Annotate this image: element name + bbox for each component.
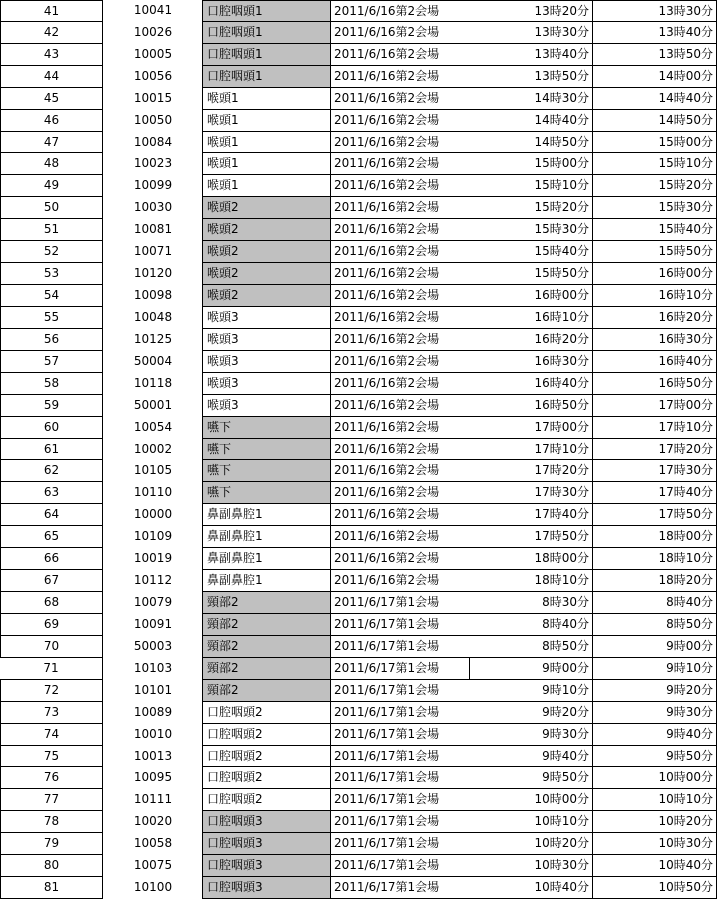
start-time-cell: 10時00分	[470, 789, 593, 811]
end-time-cell: 17時40分	[593, 482, 717, 504]
session-name-cell: 喉頭2	[202, 219, 331, 241]
date-venue-cell: 2011/6/17第1会場	[331, 767, 593, 789]
date-venue-cell: 2011/6/16第2会場	[331, 570, 593, 592]
date-venue-cell: 2011/6/17第1会場	[331, 877, 593, 899]
table-row	[0, 132, 717, 154]
end-time-cell: 18時20分	[593, 570, 717, 592]
date-venue-cell: 2011/6/16第2会場	[331, 351, 593, 373]
date-venue-cell: 2011/6/16第2会場	[331, 175, 593, 197]
date-venue-cell: 2011/6/16第2会場	[331, 66, 593, 88]
table-row	[0, 877, 717, 899]
date-venue-cell: 2011/6/17第1会場	[331, 658, 593, 680]
end-time-cell: 9時00分	[593, 636, 717, 658]
row-number-cell: 52	[0, 241, 103, 263]
start-time-cell: 13時20分	[470, 0, 593, 22]
date-venue-cell: 2011/6/16第2会場	[331, 197, 593, 219]
date-venue-cell: 2011/6/17第1会場	[331, 724, 593, 746]
date-venue-cell: 2011/6/16第2会場	[331, 460, 593, 482]
start-time-cell: 15時50分	[470, 263, 593, 285]
row-number-cell: 58	[0, 373, 103, 395]
entry-id-cell: 10109	[133, 529, 173, 544]
end-time-cell: 8時40分	[593, 592, 717, 614]
table-row	[0, 153, 717, 175]
start-time-cell: 13時50分	[470, 66, 593, 88]
session-name-cell: 喉頭1	[202, 153, 331, 175]
session-name-cell: 頸部2	[202, 636, 331, 658]
row-number-cell: 42	[0, 22, 103, 44]
session-name-cell: 喉頭3	[202, 373, 331, 395]
end-time-cell: 15時40分	[593, 219, 717, 241]
session-name-cell: 喉頭1	[202, 88, 331, 110]
start-time-cell: 9時40分	[470, 746, 593, 768]
date-venue-cell: 2011/6/16第2会場	[331, 241, 593, 263]
entry-id-cell: 10091	[133, 616, 173, 631]
row-number-cell: 63	[0, 482, 103, 504]
start-time-cell: 17時10分	[470, 439, 593, 461]
row-number-cell: 73	[0, 702, 103, 724]
entry-id-cell: 10015	[133, 90, 173, 105]
table-row	[0, 504, 717, 526]
entry-id-cell: 10112	[133, 573, 173, 588]
entry-id-cell: 10098	[133, 288, 173, 303]
start-time-cell: 16時50分	[470, 395, 593, 417]
entry-id-cell: 10056	[133, 68, 173, 83]
start-time-cell: 14時50分	[470, 132, 593, 154]
row-number-cell: 44	[0, 66, 103, 88]
row-number-cell: 72	[0, 680, 103, 702]
date-venue-cell: 2011/6/17第1会場	[331, 636, 593, 658]
row-number-cell: 48	[0, 153, 103, 175]
entry-id-cell: 50004	[133, 353, 173, 368]
end-time-cell: 16時00分	[593, 263, 717, 285]
table-row	[0, 219, 717, 241]
date-venue-cell: 2011/6/16第2会場	[331, 285, 593, 307]
date-venue-cell: 2011/6/16第2会場	[331, 132, 593, 154]
table-row	[0, 88, 717, 110]
entry-id-cell: 10054	[133, 419, 173, 434]
start-time-cell: 17時00分	[470, 417, 593, 439]
row-number-cell: 43	[0, 44, 103, 66]
end-time-cell: 10時30分	[593, 833, 717, 855]
end-time-cell: 16時10分	[593, 285, 717, 307]
row-number-cell: 70	[0, 636, 103, 658]
entry-id-cell: 10101	[133, 682, 173, 697]
session-name-cell: 鼻副鼻腔1	[202, 504, 331, 526]
entry-id-cell: 10050	[133, 112, 173, 127]
end-time-cell: 15時00分	[593, 132, 717, 154]
date-venue-cell: 2011/6/16第2会場	[331, 0, 593, 22]
date-venue-cell: 2011/6/16第2会場	[331, 526, 593, 548]
table-row	[0, 22, 717, 44]
cell-divider	[469, 658, 470, 680]
start-time-cell: 16時40分	[470, 373, 593, 395]
start-time-cell: 10時30分	[470, 855, 593, 877]
row-number-cell: 77	[0, 789, 103, 811]
table-row	[0, 373, 717, 395]
date-venue-cell: 2011/6/16第2会場	[331, 263, 593, 285]
row-number-cell: 79	[0, 833, 103, 855]
row-number-cell: 59	[0, 395, 103, 417]
date-venue-cell: 2011/6/16第2会場	[331, 482, 593, 504]
table-row	[0, 439, 717, 461]
end-time-cell: 13時30分	[593, 0, 717, 22]
date-venue-cell: 2011/6/17第1会場	[331, 592, 593, 614]
row-number-cell: 65	[0, 526, 103, 548]
table-row	[0, 724, 717, 746]
date-venue-cell: 2011/6/17第1会場	[331, 680, 593, 702]
date-venue-cell: 2011/6/16第2会場	[331, 417, 593, 439]
table-row	[0, 658, 717, 680]
row-number-cell: 68	[0, 592, 103, 614]
date-venue-cell: 2011/6/16第2会場	[331, 373, 593, 395]
row-number-cell: 54	[0, 285, 103, 307]
date-venue-cell: 2011/6/16第2会場	[331, 22, 593, 44]
session-name-cell: 口腔咽頭3	[202, 877, 331, 899]
table-row	[0, 833, 717, 855]
row-number-cell: 71	[0, 658, 103, 680]
row-number-cell: 78	[0, 811, 103, 833]
start-time-cell: 8時30分	[470, 592, 593, 614]
row-number-cell: 55	[0, 307, 103, 329]
start-time-cell: 14時40分	[470, 110, 593, 132]
entry-id-cell: 10071	[133, 244, 173, 259]
row-number-cell: 62	[0, 460, 103, 482]
entry-id-cell: 50003	[133, 638, 173, 653]
table-row	[0, 789, 717, 811]
row-number-cell: 53	[0, 263, 103, 285]
session-name-cell: 口腔咽頭1	[202, 44, 331, 66]
session-name-cell: 口腔咽頭2	[202, 724, 331, 746]
date-venue-cell: 2011/6/16第2会場	[331, 329, 593, 351]
row-number-cell: 47	[0, 132, 103, 154]
date-venue-cell: 2011/6/17第1会場	[331, 702, 593, 724]
session-name-cell: 喉頭3	[202, 307, 331, 329]
session-name-cell: 喉頭2	[202, 197, 331, 219]
table-row	[0, 0, 717, 22]
date-venue-cell: 2011/6/17第1会場	[331, 833, 593, 855]
row-number-cell: 57	[0, 351, 103, 373]
end-time-cell: 10時10分	[593, 789, 717, 811]
date-venue-cell: 2011/6/16第2会場	[331, 504, 593, 526]
start-time-cell: 17時30分	[470, 482, 593, 504]
end-time-cell: 16時50分	[593, 373, 717, 395]
end-time-cell: 10時20分	[593, 811, 717, 833]
table-row	[0, 702, 717, 724]
start-time-cell: 16時20分	[470, 329, 593, 351]
table-row	[0, 680, 717, 702]
entry-id-cell: 10030	[133, 200, 173, 215]
table-row	[0, 614, 717, 636]
start-time-cell: 16時00分	[470, 285, 593, 307]
session-name-cell: 口腔咽頭3	[202, 811, 331, 833]
session-name-cell: 口腔咽頭1	[202, 0, 331, 22]
start-time-cell: 13時30分	[470, 22, 593, 44]
table-row	[0, 263, 717, 285]
start-time-cell: 14時30分	[470, 88, 593, 110]
end-time-cell: 9時30分	[593, 702, 717, 724]
entry-id-cell: 10023	[133, 156, 173, 171]
entry-id-cell: 10084	[133, 134, 173, 149]
start-time-cell: 10時20分	[470, 833, 593, 855]
entry-id-cell: 10110	[133, 485, 173, 500]
session-name-cell: 喉頭2	[202, 285, 331, 307]
session-name-cell: 鼻副鼻腔1	[202, 548, 331, 570]
session-name-cell: 口腔咽頭3	[202, 855, 331, 877]
session-name-cell: 嚥下	[202, 460, 331, 482]
entry-id-cell: 10075	[133, 858, 173, 873]
start-time-cell: 9時00分	[470, 658, 593, 680]
session-name-cell: 嚥下	[202, 439, 331, 461]
entry-id-cell: 10111	[133, 792, 173, 807]
table-row	[0, 570, 717, 592]
start-time-cell: 16時30分	[470, 351, 593, 373]
session-name-cell: 口腔咽頭2	[202, 789, 331, 811]
date-venue-cell: 2011/6/16第2会場	[331, 153, 593, 175]
end-time-cell: 9時40分	[593, 724, 717, 746]
row-number-cell: 56	[0, 329, 103, 351]
row-number-cell: 66	[0, 548, 103, 570]
end-time-cell: 9時10分	[593, 658, 717, 680]
table-row	[0, 482, 717, 504]
end-time-cell: 17時50分	[593, 504, 717, 526]
date-venue-cell: 2011/6/17第1会場	[331, 789, 593, 811]
entry-id-cell: 10118	[133, 375, 173, 390]
table-row	[0, 746, 717, 768]
entry-id-cell: 10020	[133, 814, 173, 829]
row-number-cell: 50	[0, 197, 103, 219]
table-row	[0, 636, 717, 658]
row-number-cell: 60	[0, 417, 103, 439]
row-number-cell: 49	[0, 175, 103, 197]
start-time-cell: 15時00分	[470, 153, 593, 175]
entry-id-cell: 10089	[133, 704, 173, 719]
row-number-cell: 46	[0, 110, 103, 132]
date-venue-cell: 2011/6/17第1会場	[331, 614, 593, 636]
end-time-cell: 13時50分	[593, 44, 717, 66]
end-time-cell: 14時40分	[593, 88, 717, 110]
session-name-cell: 口腔咽頭1	[202, 22, 331, 44]
session-name-cell: 頸部2	[202, 658, 331, 680]
entry-id-cell: 10010	[133, 726, 173, 741]
start-time-cell: 8時50分	[470, 636, 593, 658]
entry-id-cell: 10079	[133, 595, 173, 610]
session-name-cell: 喉頭3	[202, 329, 331, 351]
table-row	[0, 110, 717, 132]
end-time-cell: 14時00分	[593, 66, 717, 88]
table-row	[0, 417, 717, 439]
entry-id-cell: 10013	[133, 748, 173, 763]
start-time-cell: 10時40分	[470, 877, 593, 899]
entry-id-cell: 10048	[133, 309, 173, 324]
date-venue-cell: 2011/6/16第2会場	[331, 439, 593, 461]
end-time-cell: 10時00分	[593, 767, 717, 789]
row-number-cell: 64	[0, 504, 103, 526]
end-time-cell: 17時00分	[593, 395, 717, 417]
date-venue-cell: 2011/6/16第2会場	[331, 307, 593, 329]
date-venue-cell: 2011/6/16第2会場	[331, 548, 593, 570]
session-name-cell: 鼻副鼻腔1	[202, 570, 331, 592]
start-time-cell: 16時10分	[470, 307, 593, 329]
entry-id-cell: 10081	[133, 222, 173, 237]
date-venue-cell: 2011/6/16第2会場	[331, 88, 593, 110]
table-row	[0, 197, 717, 219]
table-row	[0, 44, 717, 66]
date-venue-cell: 2011/6/17第1会場	[331, 746, 593, 768]
entry-id-cell: 10019	[133, 551, 173, 566]
end-time-cell: 17時30分	[593, 460, 717, 482]
entry-id-cell: 10105	[133, 463, 173, 478]
session-name-cell: 口腔咽頭3	[202, 833, 331, 855]
table-row	[0, 460, 717, 482]
row-number-cell: 76	[0, 767, 103, 789]
start-time-cell: 18時10分	[470, 570, 593, 592]
table-row	[0, 285, 717, 307]
start-time-cell: 18時00分	[470, 548, 593, 570]
session-name-cell: 喉頭2	[202, 263, 331, 285]
end-time-cell: 8時50分	[593, 614, 717, 636]
end-time-cell: 9時20分	[593, 680, 717, 702]
date-venue-cell: 2011/6/16第2会場	[331, 110, 593, 132]
end-time-cell: 9時50分	[593, 746, 717, 768]
start-time-cell: 9時20分	[470, 702, 593, 724]
end-time-cell: 18時10分	[593, 548, 717, 570]
entry-id-cell: 10120	[133, 266, 173, 281]
end-time-cell: 17時10分	[593, 417, 717, 439]
entry-id-cell: 10100	[133, 880, 173, 895]
entry-id-cell: 10002	[133, 441, 173, 456]
session-name-cell: 喉頭1	[202, 110, 331, 132]
entry-id-cell: 10103	[133, 660, 173, 675]
row-number-cell: 69	[0, 614, 103, 636]
session-name-cell: 喉頭3	[202, 395, 331, 417]
row-number-cell: 74	[0, 724, 103, 746]
start-time-cell: 17時20分	[470, 460, 593, 482]
entry-id-cell: 10041	[133, 3, 173, 17]
table-row	[0, 66, 717, 88]
end-time-cell: 18時00分	[593, 526, 717, 548]
session-name-cell: 喉頭1	[202, 175, 331, 197]
entry-id-cell: 10058	[133, 836, 173, 851]
table-row	[0, 548, 717, 570]
row-number-cell: 61	[0, 439, 103, 461]
end-time-cell: 15時30分	[593, 197, 717, 219]
entry-id-cell: 10125	[133, 331, 173, 346]
entry-id-cell: 50001	[133, 397, 173, 412]
session-name-cell: 頸部2	[202, 680, 331, 702]
start-time-cell: 9時30分	[470, 724, 593, 746]
start-time-cell: 8時40分	[470, 614, 593, 636]
row-number-cell: 41	[0, 0, 103, 22]
end-time-cell: 15時10分	[593, 153, 717, 175]
date-venue-cell: 2011/6/16第2会場	[331, 395, 593, 417]
table-row	[0, 329, 717, 351]
start-time-cell: 17時50分	[470, 526, 593, 548]
table-row	[0, 811, 717, 833]
session-name-cell: 喉頭1	[202, 132, 331, 154]
row-number-cell: 45	[0, 88, 103, 110]
table-row	[0, 767, 717, 789]
session-name-cell: 鼻副鼻腔1	[202, 526, 331, 548]
start-time-cell: 9時10分	[470, 680, 593, 702]
session-name-cell: 口腔咽頭2	[202, 767, 331, 789]
session-name-cell: 口腔咽頭2	[202, 702, 331, 724]
row-number-cell: 80	[0, 855, 103, 877]
start-time-cell: 9時50分	[470, 767, 593, 789]
end-time-cell: 15時20分	[593, 175, 717, 197]
session-name-cell: 嚥下	[202, 482, 331, 504]
row-number-cell: 67	[0, 570, 103, 592]
end-time-cell: 10時50分	[593, 877, 717, 899]
session-name-cell: 頸部2	[202, 592, 331, 614]
date-venue-cell: 2011/6/16第2会場	[331, 219, 593, 241]
row-number-cell: 51	[0, 219, 103, 241]
table-row	[0, 395, 717, 417]
session-name-cell: 嚥下	[202, 417, 331, 439]
end-time-cell: 13時40分	[593, 22, 717, 44]
entry-id-cell: 10095	[133, 770, 173, 785]
table-row	[0, 241, 717, 263]
session-name-cell: 口腔咽頭2	[202, 746, 331, 768]
session-name-cell: 喉頭2	[202, 241, 331, 263]
entry-id-cell: 10000	[133, 507, 173, 522]
table-row	[0, 592, 717, 614]
date-venue-cell: 2011/6/17第1会場	[331, 811, 593, 833]
row-number-cell: 81	[0, 877, 103, 899]
start-time-cell: 17時40分	[470, 504, 593, 526]
table-row	[0, 307, 717, 329]
session-name-cell: 頸部2	[202, 614, 331, 636]
end-time-cell: 10時40分	[593, 855, 717, 877]
table-row	[0, 351, 717, 373]
entry-id-cell: 10026	[133, 24, 173, 39]
entry-id-cell: 10005	[133, 46, 173, 61]
start-time-cell: 15時20分	[470, 197, 593, 219]
row-number-cell: 75	[0, 746, 103, 768]
end-time-cell: 14時50分	[593, 110, 717, 132]
start-time-cell: 15時10分	[470, 175, 593, 197]
table-row	[0, 526, 717, 548]
date-venue-cell: 2011/6/16第2会場	[331, 44, 593, 66]
end-time-cell: 17時20分	[593, 439, 717, 461]
session-name-cell: 喉頭3	[202, 351, 331, 373]
start-time-cell: 15時30分	[470, 219, 593, 241]
end-time-cell: 16時20分	[593, 307, 717, 329]
end-time-cell: 16時40分	[593, 351, 717, 373]
date-venue-cell: 2011/6/17第1会場	[331, 855, 593, 877]
start-time-cell: 13時40分	[470, 44, 593, 66]
start-time-cell: 10時10分	[470, 811, 593, 833]
table-row	[0, 855, 717, 877]
table-row	[0, 175, 717, 197]
end-time-cell: 15時50分	[593, 241, 717, 263]
end-time-cell: 16時30分	[593, 329, 717, 351]
session-name-cell: 口腔咽頭1	[202, 66, 331, 88]
start-time-cell: 15時40分	[470, 241, 593, 263]
entry-id-cell: 10099	[133, 178, 173, 193]
